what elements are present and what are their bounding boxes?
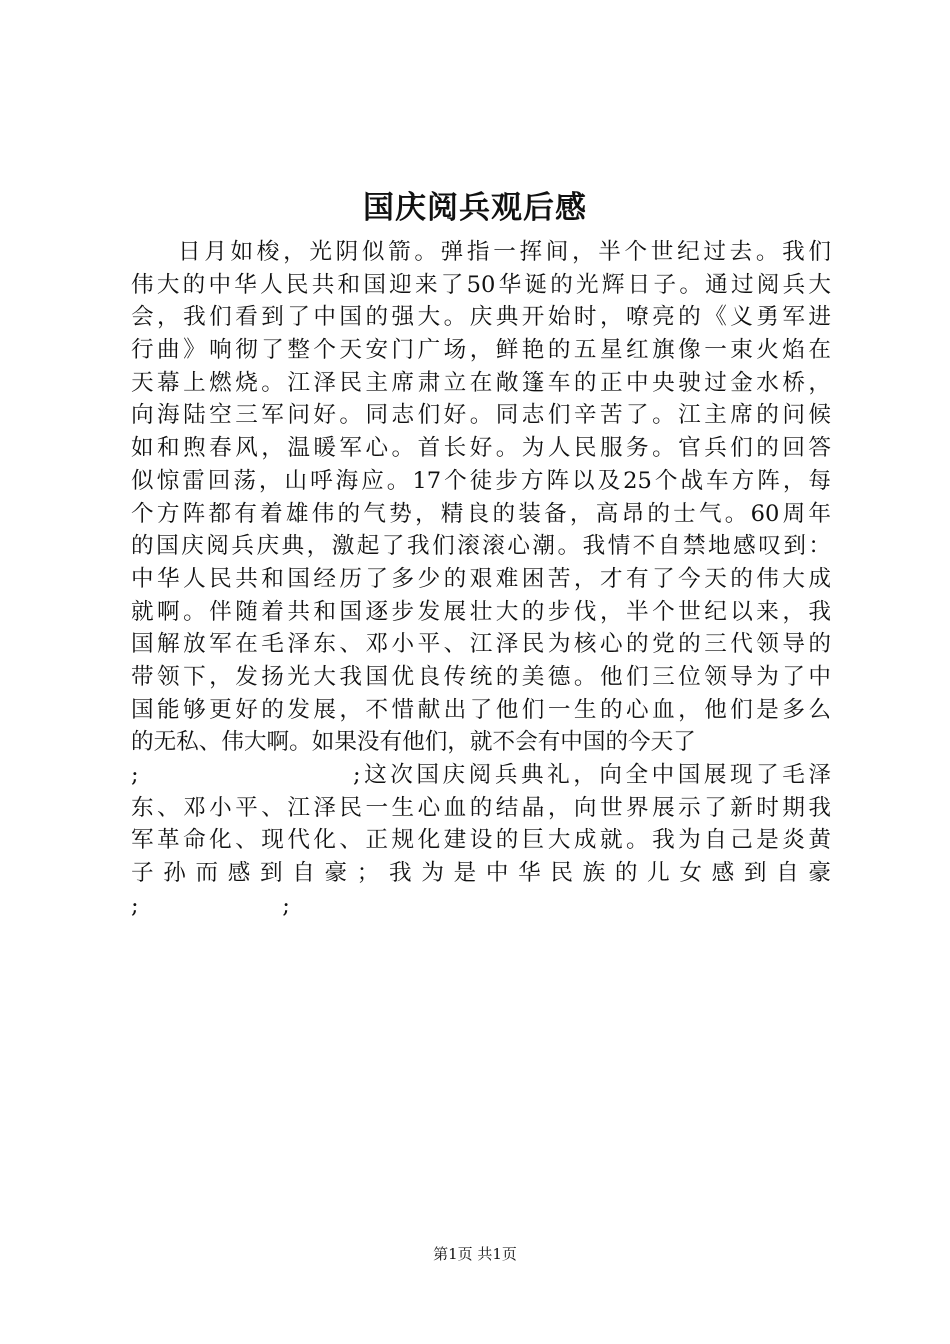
- body-line: 子孙而感到自豪；我为是中华民族的儿女感到自豪: [131, 860, 831, 887]
- body-line: 向海陆空三军问好。同志们好。同志们辛苦了。江主席的问候: [131, 402, 831, 429]
- body-line: 个方阵都有着雄伟的气势，精良的装备，高昂的士气。60周年: [131, 500, 831, 527]
- body-line: 东、邓小平、江泽民一生心血的结晶，向世界展示了新时期我: [131, 794, 831, 821]
- body-line: 中华人民共和国经历了多少的艰难困苦，才有了今天的伟大成: [131, 565, 831, 592]
- body-line: 的无私、伟大啊。如果没有他们，就不会有中国的今天了: [131, 729, 696, 756]
- body-line: 会，我们看到了中国的强大。庆典开始时，嘹亮的《义勇军进: [131, 304, 831, 331]
- body-line: 的国庆阅兵庆典，激起了我们滚滚心潮。我情不自禁地感叹到：: [131, 533, 831, 560]
- body-line: 似惊雷回荡，山呼海应。17个徒步方阵以及25个战车方阵，每: [131, 467, 831, 494]
- body-line: 军革命化、现代化、正规化建设的巨大成就。我为自己是炎黄: [131, 827, 831, 854]
- body-line: 天幕上燃烧。江泽民主席肃立在敞篷车的正中央驶过金水桥，: [131, 369, 831, 396]
- body-line: 带领下，发扬光大我国优良传统的美德。他们三位领导为了中: [131, 663, 831, 690]
- body-line: 国解放军在毛泽东、邓小平、江泽民为核心的党的三代领导的: [131, 631, 831, 658]
- document-title: 国庆阅兵观后感: [363, 190, 587, 226]
- body-line: 就啊。伴随着共和国逐步发展壮大的步伐，半个世纪以来，我: [131, 598, 831, 625]
- body-line: ; ;这次国庆阅兵典礼，向全中国展现了毛泽: [131, 762, 831, 788]
- document-body: [131, 236, 831, 922]
- body-line: 日月如梭，光阴似箭。弹指一挥间，半个世纪过去。我们: [178, 239, 831, 265]
- body-line: 伟大的中华人民共和国迎来了50华诞的光辉日子。通过阅兵大: [131, 271, 831, 298]
- page-footer: 第1页 共1页: [433, 1245, 517, 1263]
- body-line: 国能够更好的发展，不惜献出了他们一生的心血，他们是多么: [131, 696, 831, 723]
- body-line: ; ;: [131, 892, 290, 919]
- body-line: 行曲》响彻了整个天安门广场，鲜艳的五星红旗像一束火焰在: [131, 337, 831, 364]
- body-line: 如和煦春风，温暖军心。首长好。为人民服务。官兵们的回答: [131, 435, 831, 462]
